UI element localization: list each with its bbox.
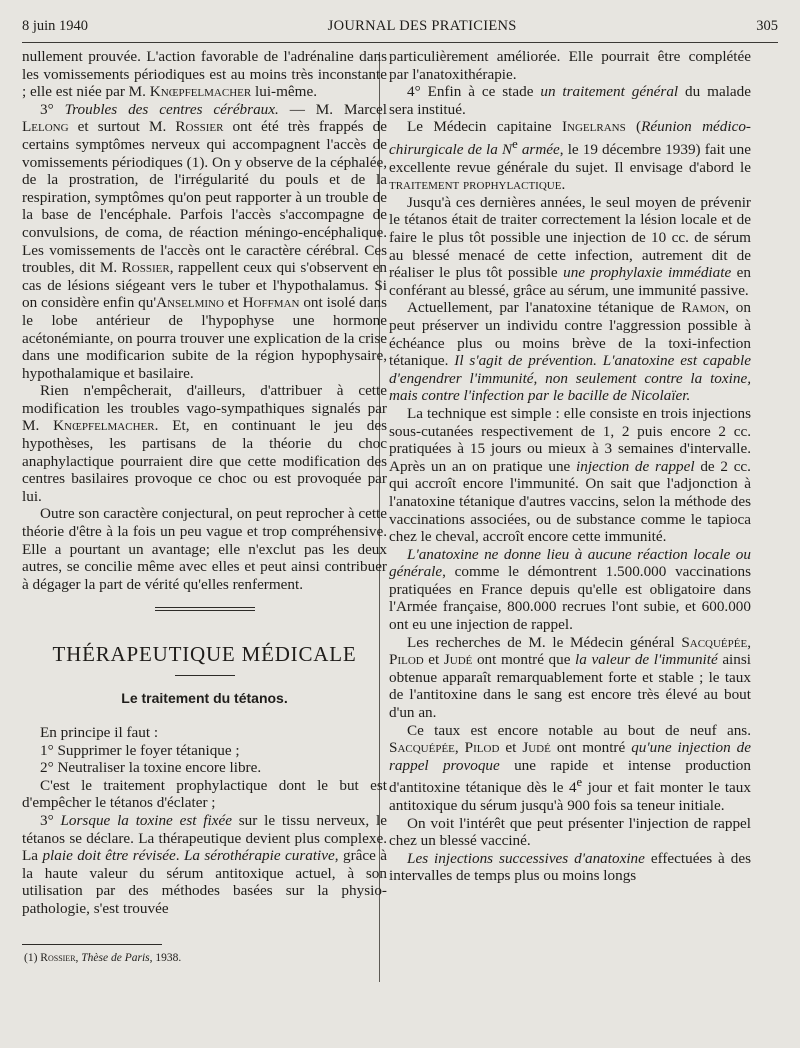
paragraph: La technique est simple : elle consiste en trois injections sous-cutanées respectivement de 1, 2 puis encore 2 cc. pratiquées à 15 jours ou mieux à 3 semaines d'intervalle. Après un an on pratique une injection de rappel de 2 cc. qui accroît encore l'immunité. On sait que l'adjonction à l'anatoxine tétanique d'autres vaccins, selon la méthode des vaccinations associées, ou de substance comme le tapioca chez le cheval, accroît encore cette immunité.: [389, 404, 751, 546]
paragraph: L'anatoxine ne donne lieu à aucune réaction locale ou générale, comme le démontrent 1.500.000 vaccinations pratiquées en France depuis qu'elle est obligatoire dans l'Armée française, 800.000 recrues l'ont subie, et 600.000 ont eu une injection de rappel.: [389, 545, 751, 634]
right-column: [389, 48, 751, 885]
paragraph: Les injections successives d'anatoxine effectuées à des intervalles de temps plus ou moins longs: [389, 849, 751, 885]
paragraph: Jusqu'à ces dernières années, le seul moyen de prévenir le tétanos était de traiter correctement la lésion locale et de faire le plus tôt possible une injection de 10 cc. de sérum au blessé menacé de cette infection, autrement dit de réaliser le plus tôt possible une prophylaxie immédiate en conférant au blessé, grâce au sérum, une immunité passive.: [389, 193, 752, 299]
header-journal-title: JOURNAL DES PRATICIENS: [327, 18, 517, 34]
article-title: Le traitement du tétanos.: [121, 690, 288, 707]
paragraph: Ce taux est encore notable au bout de neuf ans. Sacquépée, Pilod et Judé ont montré qu'une injection de rappel provoque une rapide et intense production d'antitoxine tétanique dès le 4e jour et fait monter le taux antitoxique du sérum jusqu'à 900 fois sa teneur initiale.: [389, 721, 751, 815]
paragraph: Actuellement, par l'anatoxine tétanique de Ramon, on peut préserver un individu contre l'aggression possible à échéance plus ou moins brève de la toxi-infection tétanique. Il s'agit de prévention. L'anatoxine est capable d'engendrer l'immunité, non seulement contre la toxine, mais contre l'infection par le bacille de Nicolaïer.: [389, 299, 751, 405]
footnote: (1) Rossier, Thèse de Paris, 1938.: [24, 951, 182, 964]
section-break-rule: [155, 607, 255, 611]
paragraph: On voit l'intérêt que peut présenter l'injection de rappel chez un blessé vacciné.: [389, 814, 751, 850]
header-page-number: 305: [756, 18, 778, 34]
list-item: En principe il faut :: [40, 724, 159, 741]
section-title: THÉRAPEUTIQUE MÉDICALE: [52, 642, 357, 667]
paragraph: C'est le traitement prophylactique dont le but est d'empêcher le tétanos d'éclater ;: [22, 776, 387, 812]
running-header: [22, 18, 778, 43]
list-item: 2° Neutraliser la toxine encore libre.: [40, 759, 262, 777]
header-date: 8 juin 1940: [22, 18, 89, 34]
list-item: 1° Supprimer le foyer tétanique ;: [40, 741, 240, 759]
paragraph: Outre son caractère conjectural, on peut reprocher à cette théorie d'être à la fois un peu vague et trop compréhensive. Elle a pourtant un avantage; elle n'exclut pas les deux autres, se concilie même avec elles et peut ainsi contribuer à dégager la part de vérité qu'elles renferment.: [22, 505, 388, 593]
paragraph: Rien n'empêcherait, d'ailleurs, d'attribuer à cette modification les troubles vago-sympathiques signalés par M. Knœpfelmacher. Et, en continuant le jeu des hypothèses, les partisans de la théorie du choc anaphylactique pourraient dire que cette modification des centres basilaires provoque ce choc ou est provoquée par lui.: [22, 382, 387, 505]
paragraph: nullement prouvée. L'action favorable de l'adrénaline dans les vomissements périodiques est au moins très inconstante ; elle est niée par M. Knœpfelmacher lui-même.: [22, 48, 387, 101]
paragraph: 3° Lorsque la toxine est fixée sur le tissu nerveux, le tétanos se déclare. La thérapeutique devient plus complexe. La plaie doit être révisée. La sérothérapie curative, grâce à la haute valeur du sérum antitoxique actuel, à son utilisation par des méthodes basées sur la physio-pathologie, s'est trouvée: [22, 811, 387, 917]
footnote-rule: [22, 944, 162, 945]
paragraph: Le Médecin capitaine Ingelrans (Réunion médico-chirurgicale de la $N^e$ armée, le 19 décembre 1939) fait une excellente revue générale du sujet. Il envisage d'abord le traitement prophylactique.: [389, 118, 751, 194]
principle-list: [22, 724, 387, 777]
paragraph: particulièrement améliorée. Elle pourrait être complétée par l'anatoxithérapie.: [389, 48, 751, 83]
title-rule: [175, 675, 235, 676]
paragraph: 3° Troubles des centres cérébraux. — M. Marcel Lelong et surtout M. Rossier ont été très frappés de certains symptômes nerveux qui accompagnent l'accès de vomissements périodiques (1). On y observe de la céphalée, de la prostration, de l'irrégularité du pouls et de la respiration, symptômes qu'on peut rapporter à un trouble de la base de l'encéphale. Parfois l'accès s'accompagne de convulsions, de coma, de réaction méningo-encéphalique. Les vomissements de l'accès ont le caractère cérébral. Ces troubles, dit M. Rossier, rappellent ceux qui s'observent en cas de lésions siégeant vers le tuber et l'hypothalamus. Si on considère enfin qu'Anselmino et Hoffman ont isolé dans le lobe antérieur de l'hypophyse une hormone acétonémiante, on pourra trouver une explication de la crise dans une modificarion subite de la région hypophysaire, hypothalamique et basilaire.: [22, 100, 388, 382]
paragraph: 4° Enfin à ce stade un traitement général du malade sera institué.: [389, 83, 751, 118]
left-column: [22, 48, 387, 965]
paragraph: Les recherches de M. le Médecin général Sacquépée, Pilod et Judé ont montré que la valeur de l'immunité ainsi obtenue apparaît remarquablement forte et stable ; le taux de l'antitoxine dans le sang est encore très élevé au bout d'un an.: [389, 633, 751, 722]
